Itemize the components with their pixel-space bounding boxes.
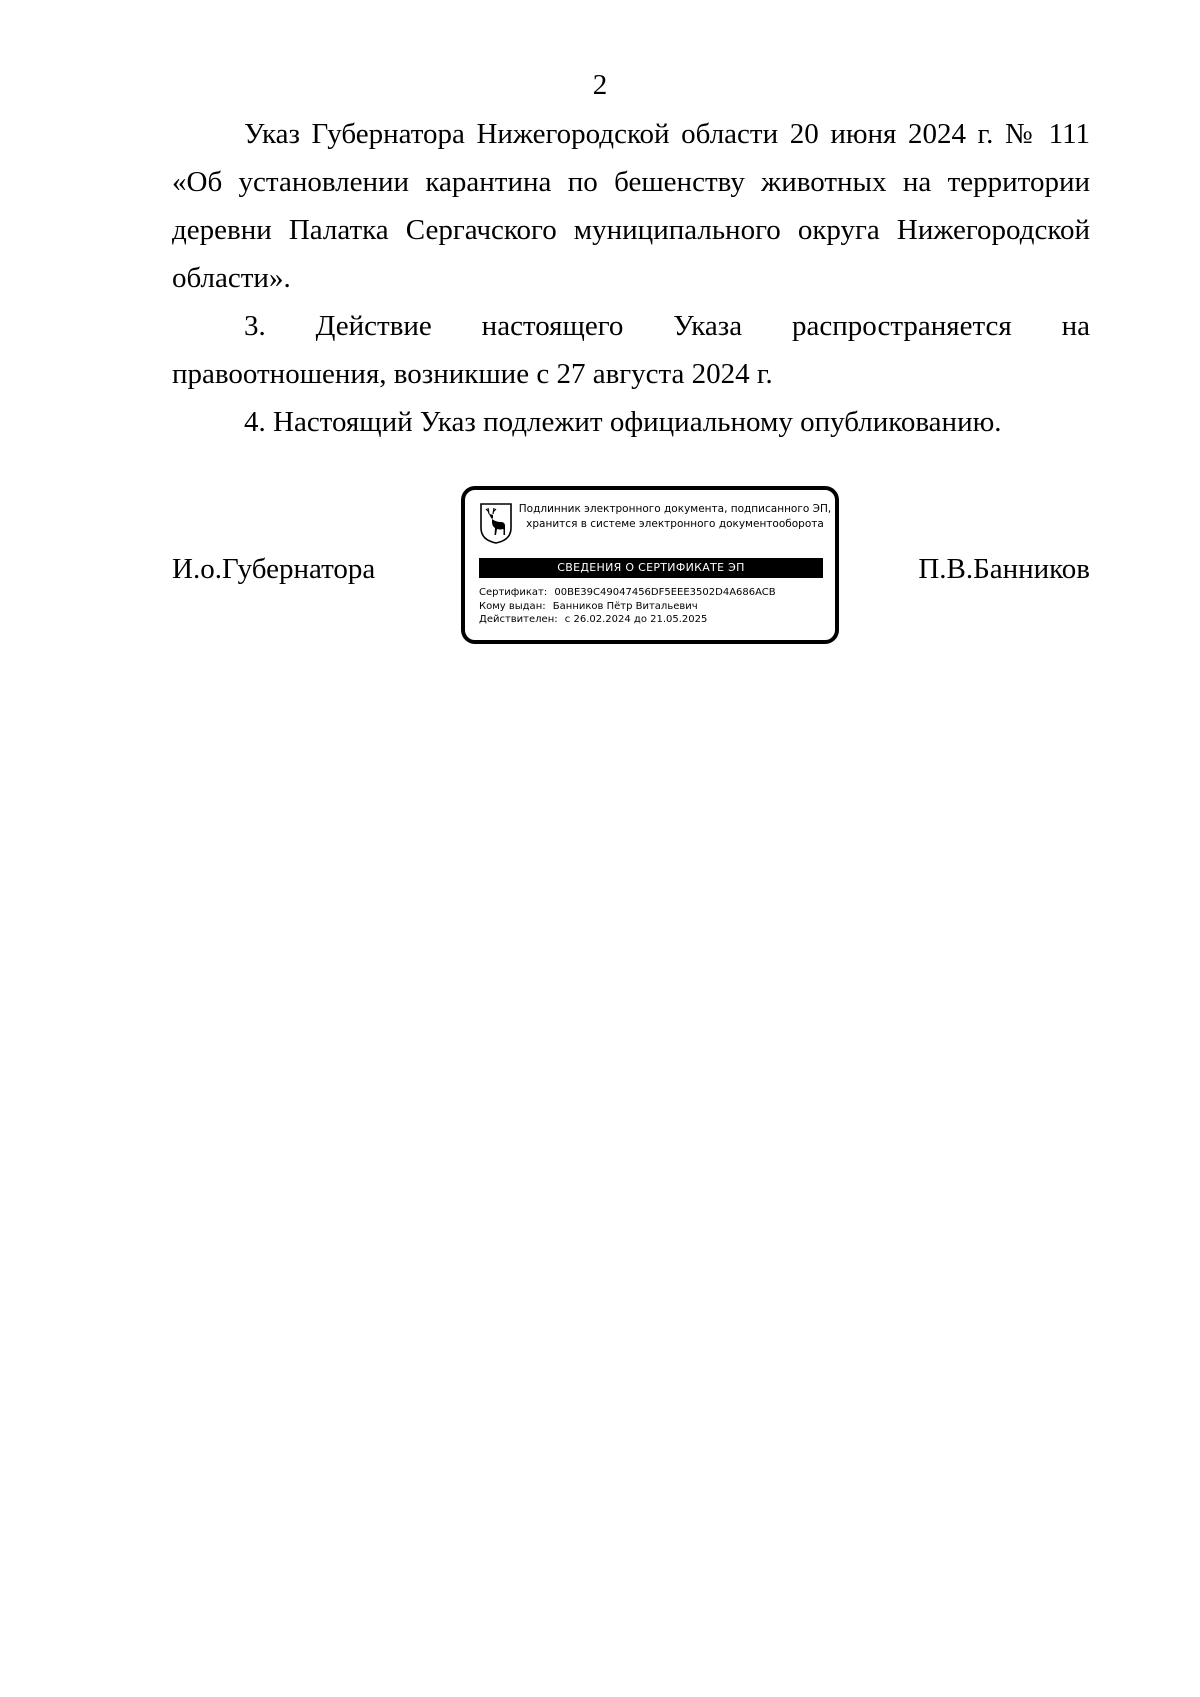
- validity-value: с 26.02.2024 до 21.05.2025: [564, 614, 708, 625]
- paragraph-decree-reference: Указ Губернатора Нижегородской области 20 июня 2024 г. № 111 «Об установлении карантина по бешенству животных на территории деревни Палатка Сергачского муниципального округа Нижегородской области».: [172, 118, 1090, 294]
- certificate-row: [479, 586, 829, 600]
- paragraph-4-publication: 4. Настоящий Указ подлежит официальному опубликованию.: [244, 406, 1002, 438]
- issued-to-label: Кому выдан:: [479, 600, 546, 612]
- issued-to-value: Банников Пётр Витальевич: [552, 600, 698, 612]
- issued-to-row: [479, 600, 829, 614]
- validity-label: Действителен:: [479, 614, 558, 625]
- validity-row: [479, 613, 829, 627]
- certificate-info-title-bar: СВЕДЕНИЯ О СЕРТИФИКАТЕ ЭП: [479, 558, 823, 578]
- stamp-header: [517, 502, 833, 532]
- document-body: [172, 110, 1090, 446]
- certificate-label: Сертификат:: [479, 587, 548, 598]
- certificate-details: [479, 586, 829, 627]
- stamp-header-line-2: хранится в системе электронного документооборота: [526, 518, 824, 530]
- stamp-header-line-1: Подлинник электронного документа, подписанного ЭП,: [518, 503, 832, 515]
- signatory-name: П.В.Банников: [918, 553, 1090, 585]
- nizhny-novgorod-deer-coat-of-arms-icon: [479, 502, 513, 544]
- page-number: 2: [592, 69, 608, 101]
- signatory-position: И.о.Губернатора: [172, 553, 376, 585]
- certificate-value: 00BE39C49047456DF5EEE3502D4A686ACB: [554, 587, 776, 598]
- paragraph-3-effective-date: 3. Действие настоящего Указа распространяется на правоотношения, возникшие с 27 августа 2024 г.: [172, 310, 1090, 390]
- signature-block: [172, 486, 1090, 654]
- electronic-signature-stamp: [461, 486, 839, 644]
